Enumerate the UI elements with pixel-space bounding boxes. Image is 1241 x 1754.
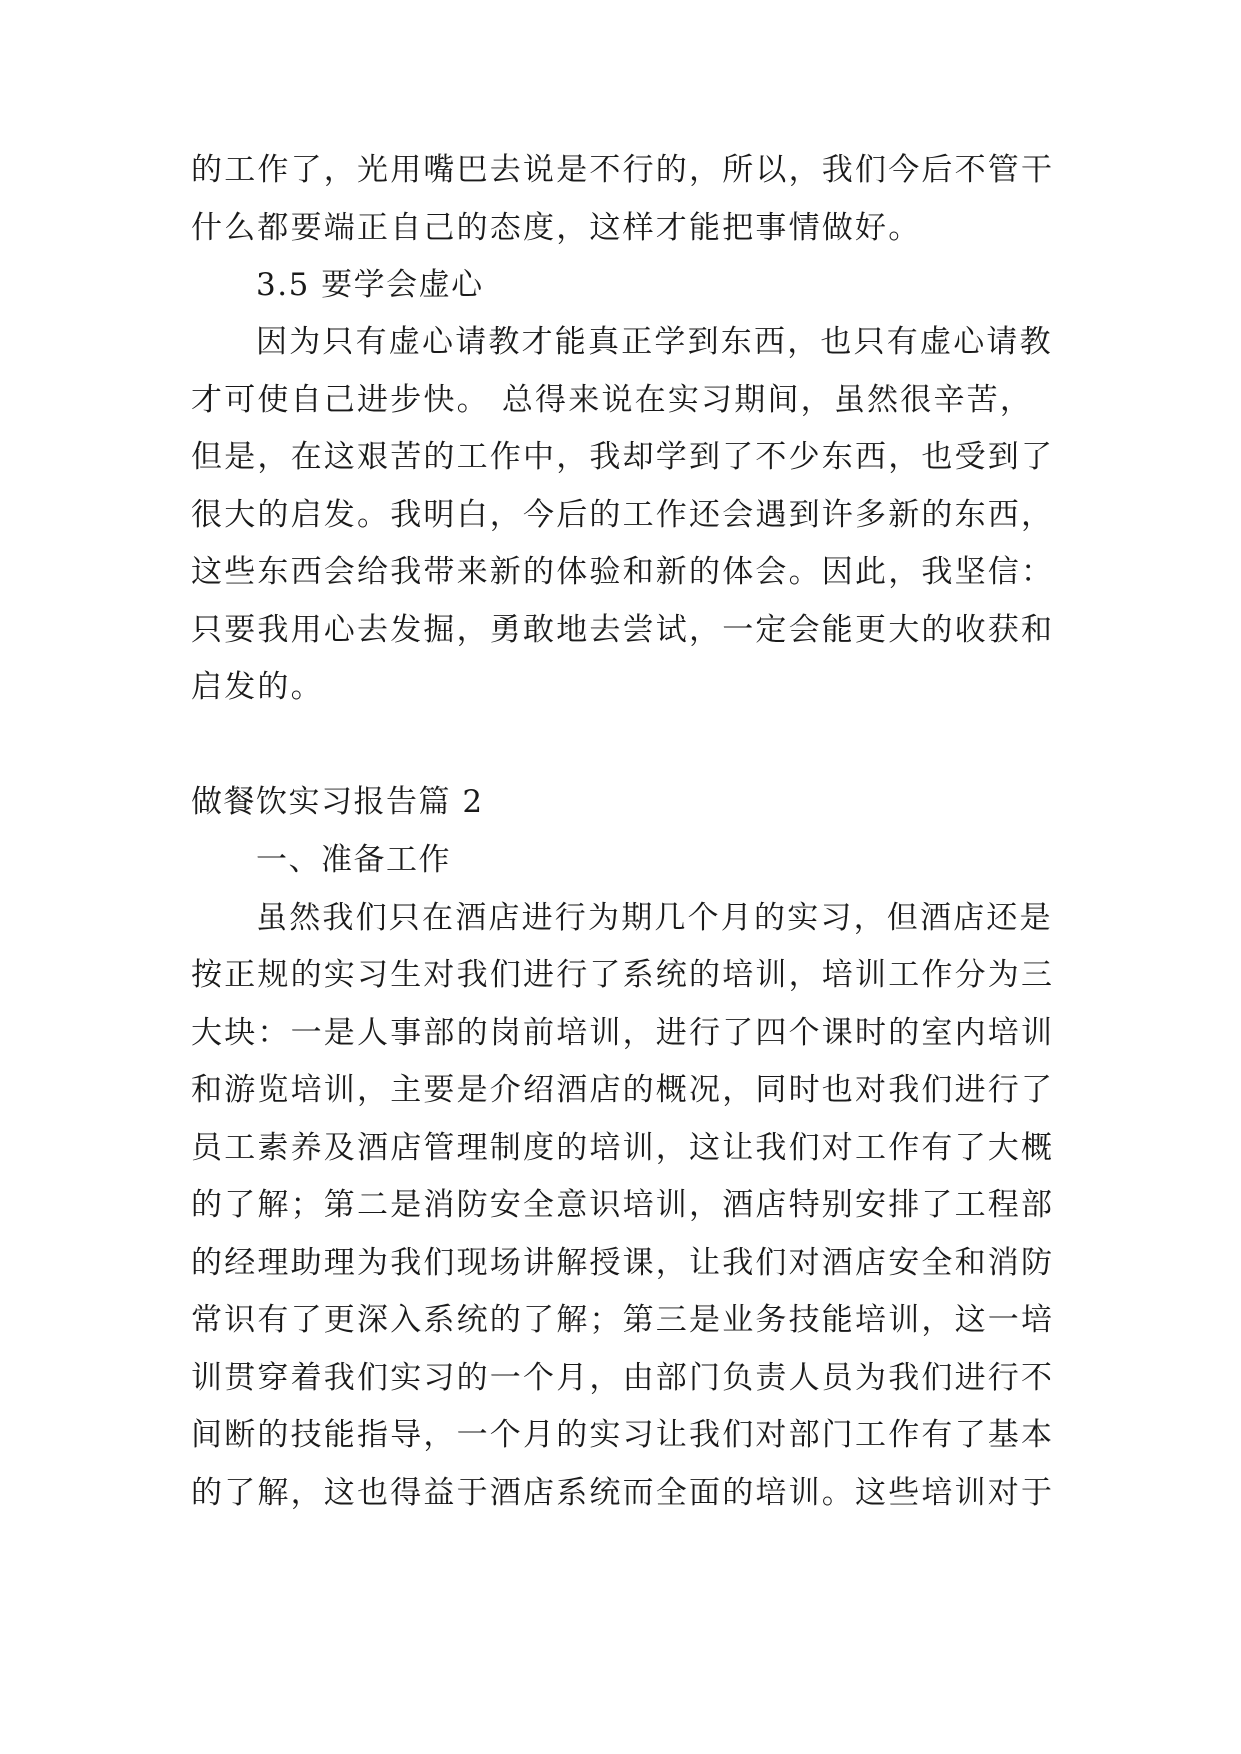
text-line: 员工素养及酒店管理制度的培训，这让我们对工作有了大概	[191, 1130, 1055, 1166]
text-line: 间断的技能指导，一个月的实习让我们对部门工作有了基本	[191, 1417, 1055, 1453]
section-heading: 3.5 要学会虚心	[256, 267, 484, 303]
text-line: 什么都要端正自己的态度，这样才能把事情做好。	[191, 210, 922, 246]
text-line: 虽然我们只在酒店进行为期几个月的实习，但酒店还是	[256, 900, 1053, 936]
text-line: 才可使自己进步快。 总得来说在实习期间，虽然很辛苦，	[191, 382, 1034, 418]
text-line: 大块：一是人事部的岗前培训，进行了四个课时的室内培训	[191, 1015, 1055, 1051]
text-line: 的了解；第二是消防安全意识培训，酒店特别安排了工程部	[191, 1187, 1055, 1223]
text-line: 这些东西会给我带来新的体验和新的体会。因此，我坚信：	[191, 554, 1055, 590]
text-line: 只要我用心去发掘，勇敢地去尝试，一定会能更大的收获和	[191, 612, 1055, 648]
text-line: 训贯穿着我们实习的一个月，由部门负责人员为我们进行不	[191, 1360, 1055, 1396]
text-line: 常识有了更深入系统的了解；第三是业务技能培训，这一培	[191, 1302, 1055, 1338]
text-line: 和游览培训，主要是介绍酒店的概况，同时也对我们进行了	[191, 1072, 1055, 1108]
section-heading: 一、准备工作	[256, 842, 451, 878]
text-line: 的了解，这也得益于酒店系统而全面的培训。这些培训对于	[191, 1475, 1055, 1511]
text-line: 很大的启发。我明白，今后的工作还会遇到许多新的东西，	[191, 497, 1055, 533]
text-line: 的工作了，光用嘴巴去说是不行的，所以，我们今后不管干	[191, 152, 1055, 188]
text-line: 的经理助理为我们现场讲解授课，让我们对酒店安全和消防	[191, 1245, 1055, 1281]
text-line: 但是，在这艰苦的工作中，我却学到了不少东西，也受到了	[191, 439, 1055, 475]
text-line: 按正规的实习生对我们进行了系统的培训，培训工作分为三	[191, 957, 1055, 993]
text-line: 因为只有虚心请教才能真正学到东西，也只有虚心请教	[256, 324, 1053, 360]
text-line: 启发的。	[191, 669, 324, 705]
article-title: 做餐饮实习报告篇 2	[191, 784, 484, 820]
